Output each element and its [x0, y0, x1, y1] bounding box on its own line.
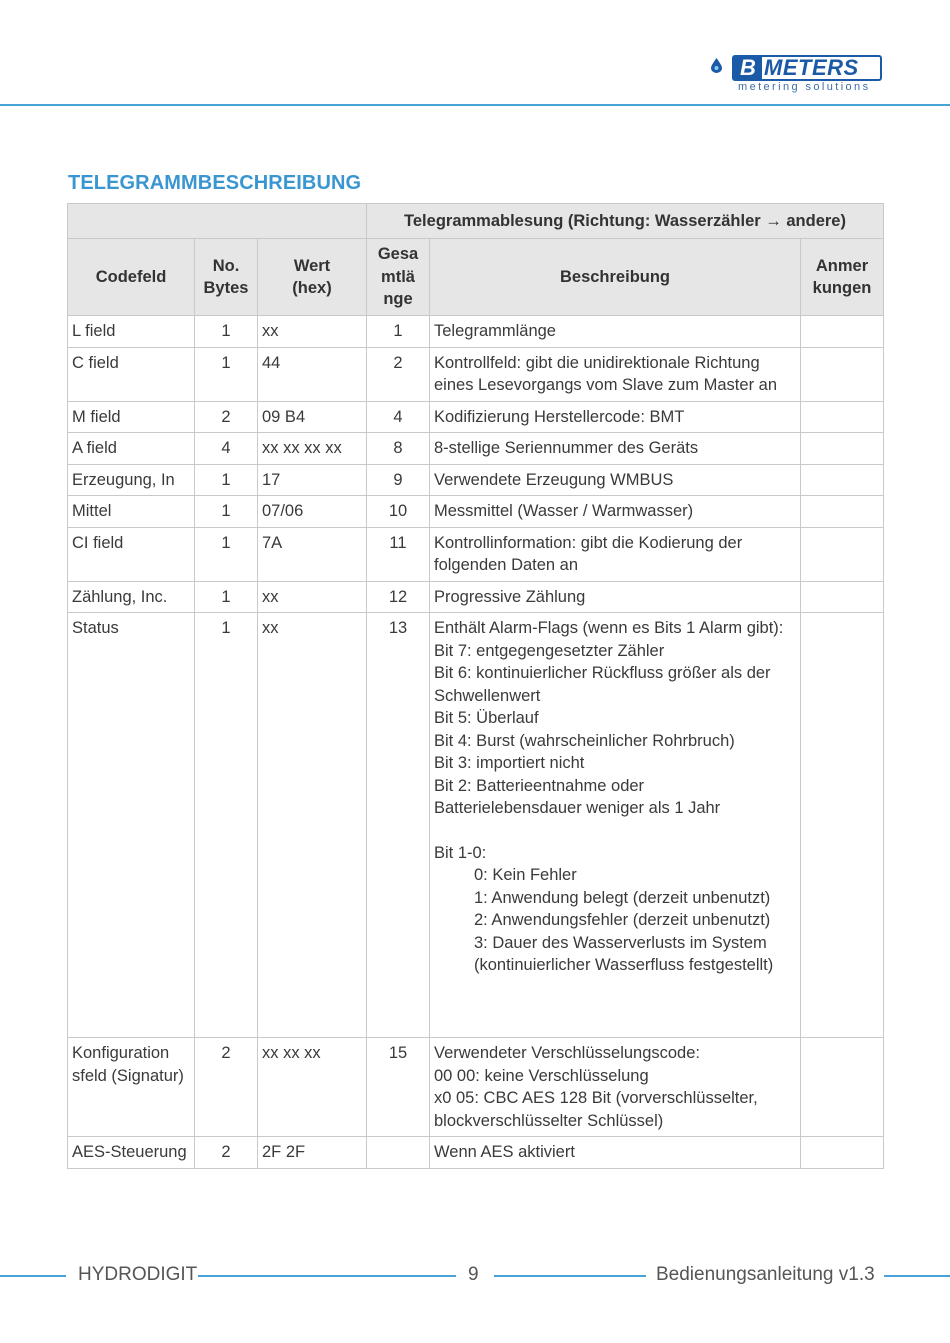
table-row: [68, 581, 884, 613]
cell-bytes: 1: [195, 316, 258, 348]
logo-letter: B: [734, 57, 762, 79]
cell-wert: 07/06: [258, 496, 367, 528]
table-row-status: [68, 613, 884, 1038]
col-wert: Wert (hex): [258, 239, 367, 316]
cell-anm: [801, 316, 884, 348]
cell-desc-status: [430, 613, 801, 1038]
table-row: [68, 433, 884, 465]
status-bit10-item: 0: Kein Fehler: [474, 866, 577, 884]
col-bytes: No. Bytes: [195, 239, 258, 316]
logo-box: [732, 55, 882, 81]
cell-code: A field: [68, 433, 195, 465]
config-line: 00 00: keine Verschlüsselung: [434, 1066, 649, 1085]
status-line: Bit 5: Überlauf: [434, 709, 539, 727]
cell-len: [367, 1137, 430, 1169]
cell-bytes: 1: [195, 581, 258, 613]
cell-wert: 7A: [258, 527, 367, 581]
status-line: Bit 7: entgegengesetzter Zähler: [434, 641, 665, 660]
cell-wert: xx xx xx xx: [258, 433, 367, 465]
cell-bytes: 1: [195, 496, 258, 528]
cell-code: AES-Steuerung: [68, 1137, 195, 1169]
col-gesamtlaenge: Gesa mtlä nge: [367, 239, 430, 316]
col-beschreibung: Beschreibung: [430, 239, 801, 316]
cell-bytes: 1: [195, 613, 258, 1038]
cell-anm: [801, 613, 884, 1038]
cell-wert: 09 B4: [258, 401, 367, 433]
cell-anm: [801, 347, 884, 401]
cell-desc: Verwendete Erzeugung WMBUS: [430, 464, 801, 496]
cell-code: Status: [68, 613, 195, 1038]
footer-divider-right: [884, 1275, 950, 1277]
cell-anm: [801, 1038, 884, 1137]
cell-desc-config: [430, 1038, 801, 1137]
config-line: Verwendeter Verschlüsselungscode:: [434, 1044, 700, 1062]
logo-tagline: metering solutions: [738, 81, 871, 93]
table-row: [68, 496, 884, 528]
footer-product: HYDRODIGIT: [78, 1264, 198, 1285]
status-line: Bit 6: kontinuierlicher Rückfluss größer als der Schwellenwert: [434, 664, 771, 705]
water-drop-icon: [711, 58, 722, 73]
cell-len: 1: [367, 316, 430, 348]
cell-bytes: 2: [195, 1137, 258, 1169]
cell-code: Mittel: [68, 496, 195, 528]
footer-page-number: 9: [468, 1264, 479, 1285]
cell-code: CI field: [68, 527, 195, 581]
cell-len: 11: [367, 527, 430, 581]
header-empty-cell: [68, 204, 367, 239]
cell-desc: Kodifizierung Herstellercode: BMT: [430, 401, 801, 433]
cell-bytes: 2: [195, 401, 258, 433]
cell-wert: 2F 2F: [258, 1137, 367, 1169]
brand-logo: [708, 52, 888, 96]
status-bit10-label: Bit 1-0:: [434, 843, 487, 862]
cell-bytes: 1: [195, 527, 258, 581]
page-title: TELEGRAMMBESCHREIBUNG: [68, 172, 362, 194]
cell-wert: 44: [258, 347, 367, 401]
cell-len: 9: [367, 464, 430, 496]
cell-len: 2: [367, 347, 430, 401]
cell-len: 8: [367, 433, 430, 465]
cell-anm: [801, 433, 884, 465]
footer-document: Bedienungsanleitung v1.3: [656, 1264, 875, 1285]
cell-wert: 17: [258, 464, 367, 496]
col-codefeld: Codefeld: [68, 239, 195, 316]
cell-desc: 8-stellige Seriennummer des Geräts: [430, 433, 801, 465]
cell-code: Erzeugung, In: [68, 464, 195, 496]
cell-anm: [801, 581, 884, 613]
cell-anm: [801, 464, 884, 496]
cell-wert: xx: [258, 581, 367, 613]
cell-wert: xx: [258, 613, 367, 1038]
cell-len: 15: [367, 1038, 430, 1137]
cell-code: M field: [68, 401, 195, 433]
cell-desc: Kontrollinformation: gibt die Kodierung der folgenden Daten an: [430, 527, 801, 581]
group-header: Telegrammablesung (Richtung: Wasserzähler → andere): [367, 204, 884, 239]
footer-divider-mid-left: [198, 1275, 456, 1277]
cell-len: 10: [367, 496, 430, 528]
table-row: [68, 316, 884, 348]
cell-wert: xx xx xx: [258, 1038, 367, 1137]
cell-code: C field: [68, 347, 195, 401]
cell-len: 13: [367, 613, 430, 1038]
table-row: [68, 464, 884, 496]
cell-code: L field: [68, 316, 195, 348]
status-line: Bit 4: Burst (wahrscheinlicher Rohrbruch): [434, 731, 735, 750]
cell-len: 12: [367, 581, 430, 613]
cell-anm: [801, 527, 884, 581]
logo-name: METERS: [764, 55, 859, 80]
cell-desc: Telegrammlänge: [430, 316, 801, 348]
cell-desc: Kontrollfeld: gibt die unidirektionale Richtung eines Lesevorgangs vom Slave zum Master an: [430, 347, 801, 401]
footer-divider-mid-right: [494, 1275, 646, 1277]
cell-desc: Progressive Zählung: [430, 581, 801, 613]
table-row: [68, 527, 884, 581]
cell-anm: [801, 1137, 884, 1169]
status-line: Bit 2: Batterieentnahme oder Batterielebensdauer weniger als 1 Jahr: [434, 776, 721, 817]
cell-len: 4: [367, 401, 430, 433]
status-bit10-item: 3: Dauer des Wasserverlusts im System (kontinuierlicher Wasserfluss festgestellt): [474, 933, 774, 974]
footer-divider-left: [0, 1275, 66, 1277]
cell-desc: Messmittel (Wasser / Warmwasser): [430, 496, 801, 528]
status-line: Bit 3: importiert nicht: [434, 754, 585, 772]
table-row-config: [68, 1038, 884, 1137]
status-bit10-item: 1: Anwendung belegt (derzeit unbenutzt): [474, 888, 771, 907]
cell-bytes: 2: [195, 1038, 258, 1137]
table-row: [68, 401, 884, 433]
cell-desc: Wenn AES aktiviert: [430, 1137, 801, 1169]
cell-bytes: 1: [195, 347, 258, 401]
table-row: [68, 347, 884, 401]
cell-anm: [801, 496, 884, 528]
config-line: x0 05: CBC AES 128 Bit (vorverschlüsselter, blockverschlüsselter Schlüssel): [434, 1089, 758, 1130]
cell-bytes: 4: [195, 433, 258, 465]
cell-bytes: 1: [195, 464, 258, 496]
cell-wert: xx: [258, 316, 367, 348]
telegram-table: [67, 203, 884, 1169]
header-divider: [0, 104, 950, 106]
table-row-aes: [68, 1137, 884, 1169]
status-bit10-item: 2: Anwendungsfehler (derzeit unbenutzt): [474, 911, 771, 929]
cell-code: Zählung, Inc.: [68, 581, 195, 613]
cell-anm: [801, 401, 884, 433]
cell-code: Konfiguration sfeld (Signatur): [68, 1038, 195, 1137]
col-anmerkungen: Anmer kungen: [801, 239, 884, 316]
status-line: Enthält Alarm-Flags (wenn es Bits 1 Alarm gibt):: [434, 619, 784, 637]
